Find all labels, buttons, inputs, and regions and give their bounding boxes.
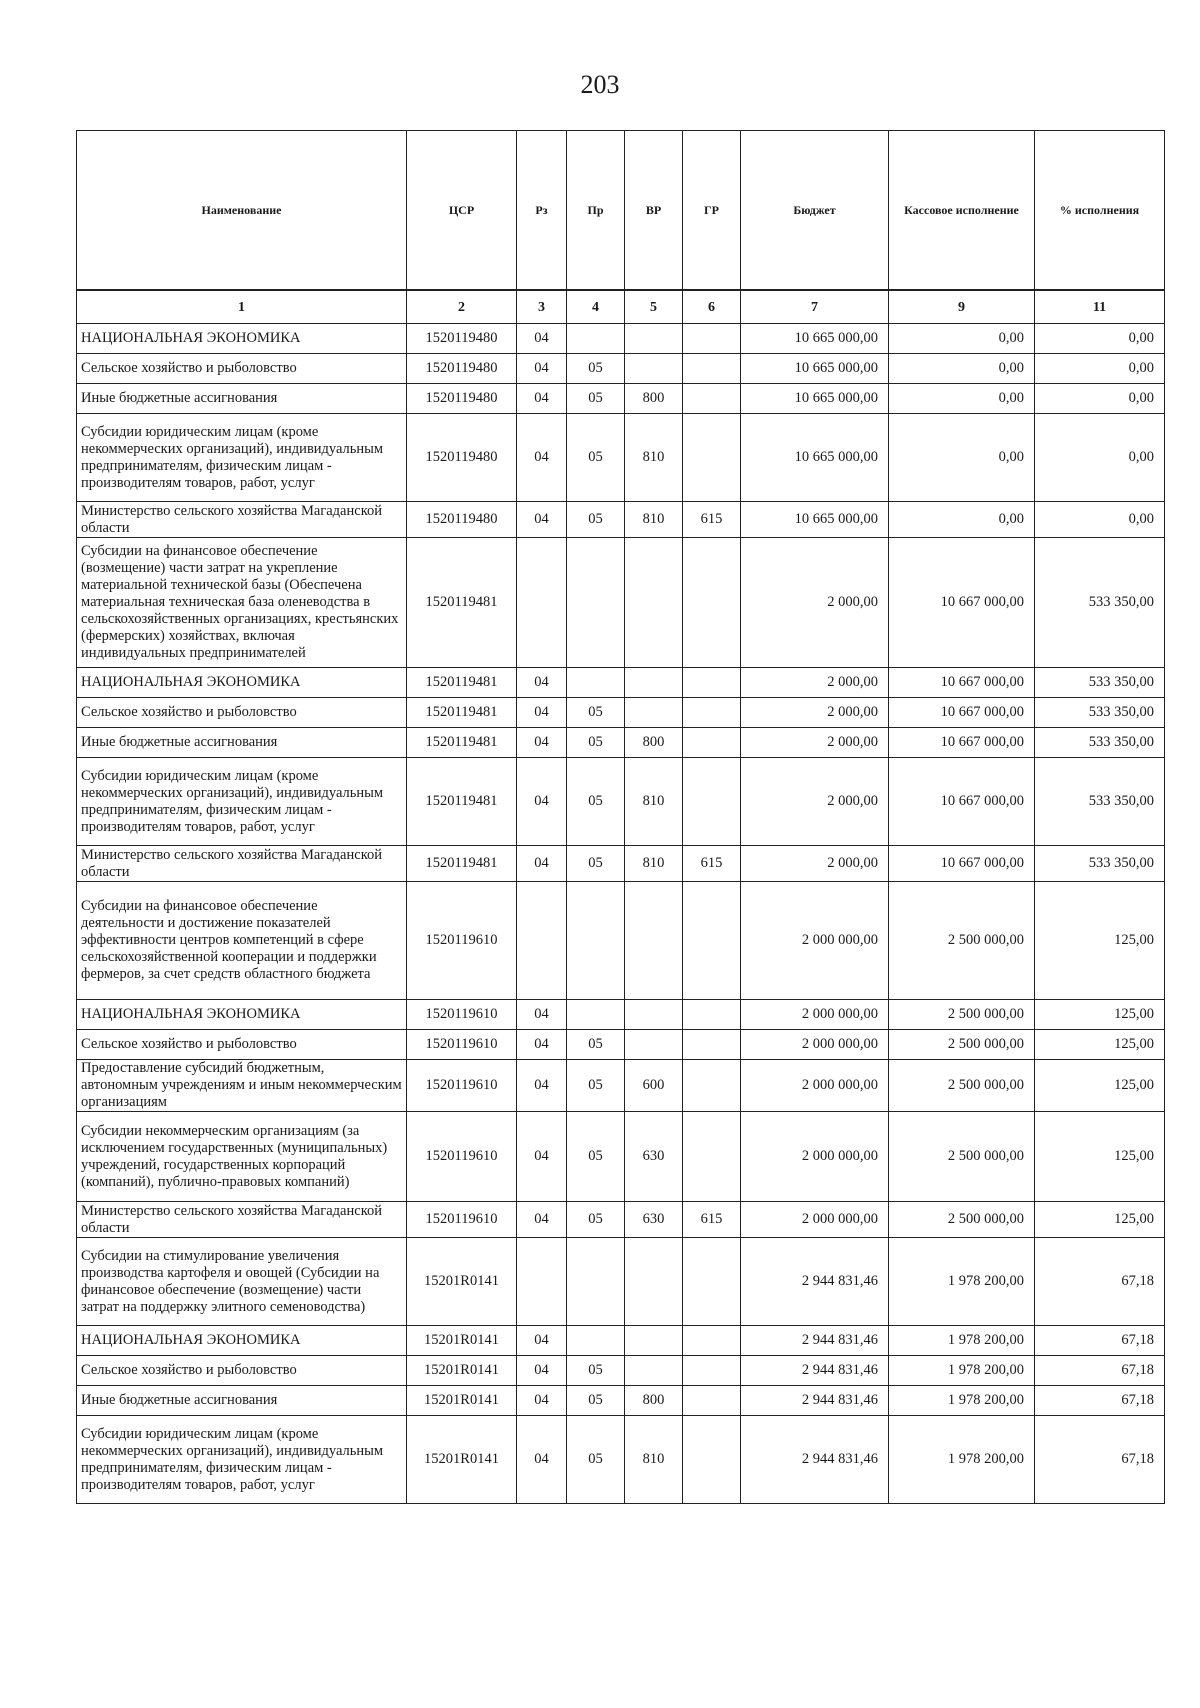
cell-budget: 2 000,00 [741,668,889,698]
cell-csr: 15201R0141 [407,1326,517,1356]
cell-cash: 10 667 000,00 [889,538,1035,668]
cell-budget: 2 000 000,00 [741,882,889,1000]
cell-gr [683,414,741,502]
cell-gr [683,538,741,668]
cell-vr [625,882,683,1000]
cell-vr: 800 [625,728,683,758]
cell-gr [683,1112,741,1202]
cell-rz: 04 [517,668,567,698]
budget-table [76,130,1165,1504]
cell-percent: 0,00 [1035,502,1165,538]
table-row [77,1202,1165,1238]
cell-gr [683,1060,741,1112]
cell-name: Сельское хозяйство и рыболовство [77,1030,407,1060]
cell-pr [567,668,625,698]
table-row [77,846,1165,882]
cell-cash: 1 978 200,00 [889,1326,1035,1356]
table-row [77,324,1165,354]
cell-percent: 533 350,00 [1035,728,1165,758]
cell-gr [683,1238,741,1326]
cell-cash: 10 667 000,00 [889,728,1035,758]
cell-budget: 2 000,00 [741,846,889,882]
cell-name: НАЦИОНАЛЬНАЯ ЭКОНОМИКА [77,1326,407,1356]
cell-budget: 2 000 000,00 [741,1112,889,1202]
cell-budget: 2 944 831,46 [741,1238,889,1326]
column-header-cash: Кассовое исполнение [889,131,1035,291]
cell-pr: 05 [567,1060,625,1112]
cell-name: Субсидии на финансовое обеспечение (возмещение) части затрат на укрепление материальной технической базы (Обеспечена материальная техническая база оленеводства в сельскохозяйственных организациях, крестьянских (фермерских) хозяйствах, включая индивидуальных предпринимателей [77,538,407,668]
cell-csr: 1520119610 [407,1202,517,1238]
column-number: 11 [1035,290,1165,324]
cell-cash: 1 978 200,00 [889,1356,1035,1386]
table-row [77,502,1165,538]
cell-name: Иные бюджетные ассигнования [77,728,407,758]
cell-rz: 04 [517,1416,567,1504]
cell-csr: 15201R0141 [407,1356,517,1386]
cell-vr: 810 [625,502,683,538]
cell-pr: 05 [567,1030,625,1060]
cell-percent: 125,00 [1035,1030,1165,1060]
cell-vr: 810 [625,1416,683,1504]
cell-pr: 05 [567,846,625,882]
column-header-name: Наименование [77,131,407,291]
cell-csr: 1520119481 [407,698,517,728]
table-row [77,1326,1165,1356]
cell-name: Иные бюджетные ассигнования [77,1386,407,1416]
table-row [77,1386,1165,1416]
cell-percent: 67,18 [1035,1416,1165,1504]
cell-csr: 1520119481 [407,538,517,668]
cell-percent: 0,00 [1035,414,1165,502]
cell-vr: 810 [625,414,683,502]
cell-cash: 0,00 [889,414,1035,502]
cell-pr: 05 [567,758,625,846]
column-header-rz: Рз [517,131,567,291]
column-number: 3 [517,290,567,324]
cell-rz: 04 [517,698,567,728]
cell-gr [683,758,741,846]
cell-csr: 1520119480 [407,414,517,502]
cell-cash: 10 667 000,00 [889,668,1035,698]
cell-csr: 1520119610 [407,1000,517,1030]
cell-rz: 04 [517,1112,567,1202]
cell-vr [625,1238,683,1326]
cell-name: Министерство сельского хозяйства Магаданской области [77,502,407,538]
cell-cash: 0,00 [889,324,1035,354]
cell-percent: 533 350,00 [1035,846,1165,882]
cell-vr: 800 [625,384,683,414]
cell-percent: 533 350,00 [1035,538,1165,668]
column-header-gr: ГР [683,131,741,291]
cell-cash: 10 667 000,00 [889,698,1035,728]
cell-pr: 05 [567,384,625,414]
cell-rz: 04 [517,1000,567,1030]
cell-gr [683,1000,741,1030]
table-row [77,354,1165,384]
cell-pr: 05 [567,414,625,502]
cell-percent: 67,18 [1035,1238,1165,1326]
cell-rz: 04 [517,354,567,384]
cell-cash: 2 500 000,00 [889,1000,1035,1030]
cell-gr [683,354,741,384]
cell-name: Субсидии юридическим лицам (кроме некоммерческих организаций), индивидуальным предпринимателям, физическим лицам - производителям товаров, работ, услуг [77,1416,407,1504]
column-header-pr: Пр [567,131,625,291]
cell-pr [567,1238,625,1326]
cell-csr: 15201R0141 [407,1238,517,1326]
cell-gr [683,1356,741,1386]
cell-percent: 67,18 [1035,1356,1165,1386]
cell-cash: 0,00 [889,384,1035,414]
cell-pr: 05 [567,1112,625,1202]
table-header-row [77,131,1165,291]
cell-rz: 04 [517,1356,567,1386]
cell-cash: 1 978 200,00 [889,1238,1035,1326]
cell-name: Сельское хозяйство и рыболовство [77,698,407,728]
cell-pr: 05 [567,1416,625,1504]
cell-csr: 1520119610 [407,1060,517,1112]
cell-vr: 630 [625,1202,683,1238]
cell-gr: 615 [683,846,741,882]
table-row [77,668,1165,698]
cell-name: Сельское хозяйство и рыболовство [77,1356,407,1386]
cell-pr: 05 [567,1202,625,1238]
column-header-percent: % исполнения [1035,131,1165,291]
cell-csr: 15201R0141 [407,1386,517,1416]
table-row [77,698,1165,728]
cell-name: Субсидии юридическим лицам (кроме некоммерческих организаций), индивидуальным предпринимателям, физическим лицам - производителям товаров, работ, услуг [77,758,407,846]
cell-rz [517,1238,567,1326]
cell-cash: 2 500 000,00 [889,1030,1035,1060]
cell-budget: 2 000,00 [741,538,889,668]
table-row [77,728,1165,758]
cell-vr [625,1326,683,1356]
cell-rz: 04 [517,384,567,414]
cell-percent: 125,00 [1035,1060,1165,1112]
cell-gr [683,1416,741,1504]
cell-cash: 0,00 [889,354,1035,384]
cell-gr [683,1030,741,1060]
cell-name: Субсидии юридическим лицам (кроме некоммерческих организаций), индивидуальным предпринимателям, физическим лицам - производителям товаров, работ, услуг [77,414,407,502]
cell-budget: 10 665 000,00 [741,324,889,354]
cell-name: НАЦИОНАЛЬНАЯ ЭКОНОМИКА [77,1000,407,1030]
cell-rz: 04 [517,846,567,882]
table-row [77,1238,1165,1326]
table-row [77,414,1165,502]
cell-rz: 04 [517,1060,567,1112]
column-header-vr: ВР [625,131,683,291]
cell-percent: 125,00 [1035,882,1165,1000]
cell-percent: 0,00 [1035,354,1165,384]
cell-csr: 1520119481 [407,846,517,882]
cell-gr [683,324,741,354]
cell-pr: 05 [567,698,625,728]
cell-rz: 04 [517,1326,567,1356]
cell-vr [625,324,683,354]
cell-pr [567,538,625,668]
cell-budget: 2 000,00 [741,728,889,758]
cell-vr [625,1356,683,1386]
cell-pr [567,324,625,354]
cell-budget: 10 665 000,00 [741,384,889,414]
cell-cash: 2 500 000,00 [889,1202,1035,1238]
cell-pr: 05 [567,1386,625,1416]
cell-budget: 2 000,00 [741,698,889,728]
cell-gr [683,668,741,698]
cell-vr: 630 [625,1112,683,1202]
column-number-row [77,290,1165,324]
cell-pr: 05 [567,728,625,758]
column-number: 6 [683,290,741,324]
column-number: 7 [741,290,889,324]
cell-name: Министерство сельского хозяйства Магаданской области [77,1202,407,1238]
cell-name: Предоставление субсидий бюджетным, автономным учреждениям и иным некоммерческим организациям [77,1060,407,1112]
cell-gr: 615 [683,1202,741,1238]
cell-vr: 810 [625,758,683,846]
cell-budget: 10 665 000,00 [741,414,889,502]
cell-name: Иные бюджетные ассигнования [77,384,407,414]
cell-cash: 2 500 000,00 [889,1060,1035,1112]
cell-csr: 15201R0141 [407,1416,517,1504]
cell-percent: 0,00 [1035,324,1165,354]
cell-percent: 533 350,00 [1035,758,1165,846]
cell-rz: 04 [517,1202,567,1238]
cell-name: НАЦИОНАЛЬНАЯ ЭКОНОМИКА [77,324,407,354]
cell-pr [567,1326,625,1356]
cell-percent: 67,18 [1035,1386,1165,1416]
cell-name: НАЦИОНАЛЬНАЯ ЭКОНОМИКА [77,668,407,698]
column-number: 9 [889,290,1035,324]
table-row [77,1000,1165,1030]
cell-percent: 125,00 [1035,1000,1165,1030]
cell-gr [683,1326,741,1356]
cell-pr: 05 [567,1356,625,1386]
cell-csr: 1520119480 [407,324,517,354]
cell-csr: 1520119480 [407,354,517,384]
table-row [77,538,1165,668]
cell-csr: 1520119480 [407,384,517,414]
cell-vr [625,538,683,668]
table-row [77,1060,1165,1112]
cell-vr: 800 [625,1386,683,1416]
cell-name: Сельское хозяйство и рыболовство [77,354,407,384]
cell-name: Субсидии некоммерческим организациям (за исключением государственных (муниципальных) учреждений, государственных корпораций (компаний), публично-правовых компаний) [77,1112,407,1202]
table-row [77,1030,1165,1060]
cell-budget: 2 944 831,46 [741,1386,889,1416]
cell-budget: 2 944 831,46 [741,1416,889,1504]
cell-budget: 10 665 000,00 [741,502,889,538]
cell-rz [517,882,567,1000]
cell-name: Субсидии на стимулирование увеличения производства картофеля и овощей (Субсидии на финансовое обеспечение (возмещение) части затрат на поддержку элитного семеноводства) [77,1238,407,1326]
cell-cash: 10 667 000,00 [889,758,1035,846]
cell-rz [517,538,567,668]
table-body [77,324,1165,1504]
cell-percent: 67,18 [1035,1326,1165,1356]
cell-vr: 600 [625,1060,683,1112]
cell-percent: 533 350,00 [1035,668,1165,698]
cell-budget: 2 944 831,46 [741,1356,889,1386]
cell-name: Министерство сельского хозяйства Магаданской области [77,846,407,882]
cell-budget: 2 000 000,00 [741,1060,889,1112]
cell-pr [567,1000,625,1030]
cell-name: Субсидии на финансовое обеспечение деятельности и достижение показателей эффективности центров компетенций в сфере сельскохозяйственной кооперации и поддержки фермеров, за счет средств областного бюджета [77,882,407,1000]
cell-rz: 04 [517,1386,567,1416]
table-row [77,758,1165,846]
cell-pr: 05 [567,502,625,538]
cell-percent: 533 350,00 [1035,698,1165,728]
table-row [77,882,1165,1000]
cell-csr: 1520119481 [407,668,517,698]
cell-vr [625,1000,683,1030]
cell-gr [683,728,741,758]
cell-csr: 1520119610 [407,882,517,1000]
column-header-csr: ЦСР [407,131,517,291]
cell-rz: 04 [517,758,567,846]
cell-gr [683,1386,741,1416]
table-row [77,384,1165,414]
cell-budget: 2 000,00 [741,758,889,846]
cell-gr [683,882,741,1000]
cell-vr [625,698,683,728]
cell-cash: 1 978 200,00 [889,1386,1035,1416]
cell-vr [625,354,683,384]
table-row [77,1112,1165,1202]
cell-gr [683,698,741,728]
cell-rz: 04 [517,1030,567,1060]
cell-csr: 1520119480 [407,502,517,538]
cell-rz: 04 [517,324,567,354]
cell-csr: 1520119610 [407,1030,517,1060]
cell-cash: 2 500 000,00 [889,1112,1035,1202]
column-number: 2 [407,290,517,324]
cell-cash: 2 500 000,00 [889,882,1035,1000]
cell-percent: 125,00 [1035,1112,1165,1202]
cell-pr: 05 [567,354,625,384]
page-number: 203 [580,70,620,99]
cell-cash: 0,00 [889,502,1035,538]
cell-csr: 1520119610 [407,1112,517,1202]
cell-pr [567,882,625,1000]
cell-cash: 1 978 200,00 [889,1416,1035,1504]
cell-rz: 04 [517,728,567,758]
column-number: 1 [77,290,407,324]
cell-csr: 1520119481 [407,758,517,846]
cell-budget: 2 000 000,00 [741,1030,889,1060]
cell-vr [625,668,683,698]
cell-rz: 04 [517,502,567,538]
cell-gr [683,384,741,414]
cell-vr [625,1030,683,1060]
column-number: 5 [625,290,683,324]
column-number: 4 [567,290,625,324]
cell-gr: 615 [683,502,741,538]
cell-budget: 2 000 000,00 [741,1202,889,1238]
table-row [77,1416,1165,1504]
cell-cash: 10 667 000,00 [889,846,1035,882]
cell-budget: 2 944 831,46 [741,1326,889,1356]
cell-percent: 125,00 [1035,1202,1165,1238]
cell-budget: 10 665 000,00 [741,354,889,384]
cell-rz: 04 [517,414,567,502]
table-row [77,1356,1165,1386]
column-header-budget: Бюджет [741,131,889,291]
cell-vr: 810 [625,846,683,882]
cell-csr: 1520119481 [407,728,517,758]
cell-budget: 2 000 000,00 [741,1000,889,1030]
cell-percent: 0,00 [1035,384,1165,414]
